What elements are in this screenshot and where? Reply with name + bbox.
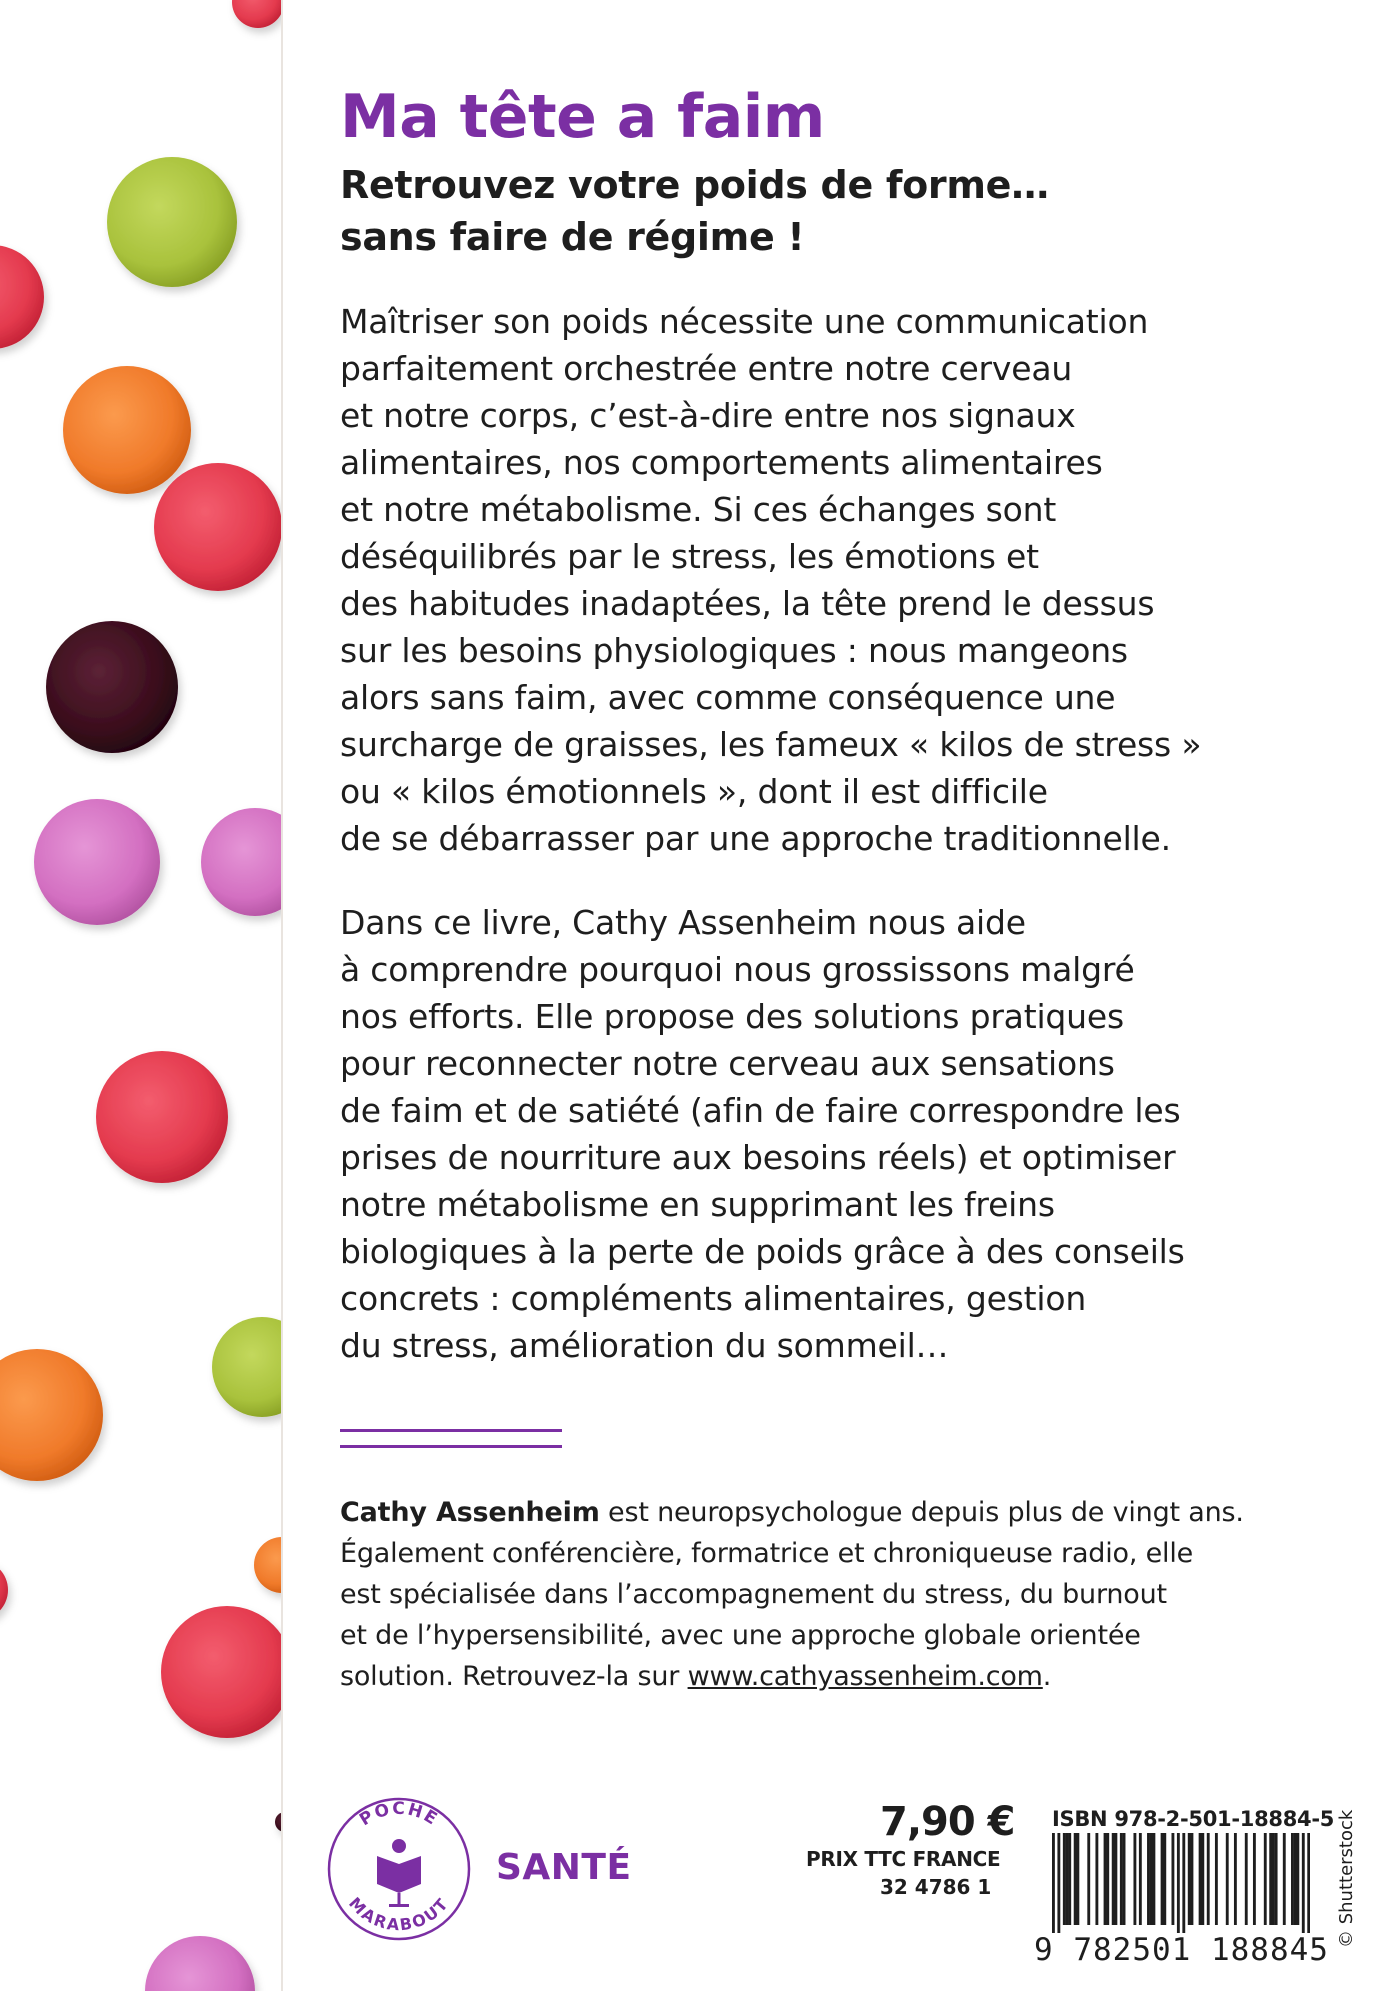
summary-line: biologiques à la perte de poids grâce à des conseils xyxy=(340,1232,1185,1271)
barcode-bar xyxy=(1291,1833,1294,1925)
candy xyxy=(107,157,237,287)
barcode-bar xyxy=(1120,1833,1123,1925)
candy xyxy=(154,463,282,591)
barcode-bar xyxy=(1207,1833,1210,1925)
summary-line: alors sans faim, avec comme conséquence une xyxy=(340,678,1116,717)
barcode-bar xyxy=(1068,1833,1071,1925)
barcode-bar xyxy=(1234,1833,1237,1925)
barcode-bar xyxy=(1057,1833,1060,1933)
author-name: Cathy Assenheim xyxy=(340,1497,600,1528)
candy xyxy=(254,1537,283,1593)
book-title: Ma tête a faim xyxy=(340,82,825,152)
candy-illustration xyxy=(0,0,283,1991)
subtitle-line-1: Retrouvez votre poids de forme… xyxy=(340,163,1049,207)
barcode xyxy=(1052,1833,1310,1933)
summary-line: alimentaires, nos comportements alimentaires xyxy=(340,443,1103,482)
candy xyxy=(0,245,44,349)
candy xyxy=(34,799,160,925)
poche-marabout-logo xyxy=(326,1796,472,1942)
barcode-bar xyxy=(1296,1833,1299,1925)
candy xyxy=(46,621,178,753)
barcode-bar xyxy=(1269,1833,1272,1925)
barcode-bar xyxy=(1253,1833,1256,1925)
barcode-bar xyxy=(1063,1833,1066,1925)
price: 7,90 € xyxy=(880,1799,1015,1845)
summary-line: et notre métabolisme. Si ces échanges sont xyxy=(340,490,1057,529)
barcode-bar xyxy=(1163,1833,1166,1925)
bio-line: et de l’hypersensibilité, avec une approche globale orientée xyxy=(340,1620,1141,1651)
barcode-bar xyxy=(1114,1833,1117,1925)
summary-line: pour reconnecter notre cerveau aux sensations xyxy=(340,1044,1115,1083)
barcode-bar xyxy=(1177,1833,1180,1933)
barcode-bar xyxy=(1275,1833,1278,1925)
barcode-bar xyxy=(1191,1833,1194,1925)
summary-line: à comprendre pourquoi nous grossissons malgré xyxy=(340,950,1135,989)
price-label: PRIX TTC FRANCE xyxy=(806,1847,1001,1871)
barcode-bar xyxy=(1199,1833,1202,1925)
barcode-bar xyxy=(1182,1833,1185,1933)
barcode-bar xyxy=(1226,1833,1229,1925)
candy xyxy=(96,1051,228,1183)
bio-line: est spécialisée dans l’accompagnement du stress, du burnout xyxy=(340,1579,1167,1610)
summary-line: des habitudes inadaptées, la tête prend le dessus xyxy=(340,584,1155,623)
barcode-bar xyxy=(1104,1833,1107,1925)
candy xyxy=(212,1317,283,1417)
barcode-bar xyxy=(1074,1833,1077,1925)
barcode-digits: 9 782501 188845 xyxy=(1034,1932,1329,1968)
barcode-bar xyxy=(1112,1833,1115,1925)
svg-text:POCHE xyxy=(356,1799,442,1830)
candy xyxy=(0,1349,103,1481)
divider-rule xyxy=(340,1445,562,1448)
price-code: 32 4786 1 xyxy=(880,1875,992,1899)
candy xyxy=(201,808,283,916)
summary-line: notre métabolisme en supprimant les freins xyxy=(340,1185,1055,1224)
candy xyxy=(232,0,283,28)
barcode-bar xyxy=(1147,1833,1150,1925)
bio-text: . xyxy=(1042,1661,1052,1692)
barcode-bar xyxy=(1201,1833,1204,1925)
summary-line: prises de nourriture aux besoins réels) et optimiser xyxy=(340,1138,1176,1177)
candy-illustration-strip xyxy=(0,0,283,1991)
candy xyxy=(0,1560,8,1620)
summary-line: surcharge de graisses, les fameux « kilos de stress » xyxy=(340,725,1202,764)
barcode-bar xyxy=(1087,1833,1090,1925)
barcode-bar xyxy=(1294,1833,1297,1925)
barcode-bar xyxy=(1188,1833,1191,1925)
book-reader-icon xyxy=(377,1839,421,1907)
barcode-bar xyxy=(1161,1833,1164,1925)
barcode-bar xyxy=(1307,1833,1310,1933)
logo-text-top: POCHE xyxy=(356,1798,443,1831)
barcode-bar xyxy=(1139,1833,1142,1925)
barcode-bar xyxy=(1076,1833,1079,1925)
subtitle-line-2: sans faire de régime ! xyxy=(340,215,805,259)
author-website-link[interactable]: www.cathyassenheim.com xyxy=(687,1661,1043,1692)
barcode-bar xyxy=(1066,1833,1069,1925)
candy xyxy=(161,1606,283,1738)
barcode-bar xyxy=(1272,1833,1275,1925)
summary-line: parfaitement orchestrée entre notre cerveau xyxy=(340,349,1073,388)
barcode-bar xyxy=(1215,1833,1218,1925)
barcode-bar xyxy=(1123,1833,1126,1925)
bio-text: solution. Retrouvez-la sur xyxy=(340,1661,688,1692)
isbn-label: ISBN 978-2-501-18884-5 xyxy=(1052,1807,1335,1831)
summary-line: de se débarrasser par une approche traditionnelle. xyxy=(340,819,1171,858)
summary-line: sur les besoins physiologiques : nous mangeons xyxy=(340,631,1128,670)
logo-text-bottom: MARABOUT xyxy=(345,1893,453,1935)
barcode-bar xyxy=(1152,1833,1155,1925)
summary-line: Maîtriser son poids nécessite une communication xyxy=(340,302,1149,341)
photo-credit: © Shutterstock xyxy=(1336,1809,1357,1948)
bio-line: Également conférencière, formatrice et chroniqueuse radio, elle xyxy=(340,1538,1194,1569)
barcode-bar xyxy=(1264,1833,1267,1925)
candy xyxy=(63,366,191,494)
strip-edge xyxy=(281,0,283,1991)
barcode-bar xyxy=(1095,1833,1098,1925)
barcode-bar xyxy=(1133,1833,1136,1925)
divider-rule xyxy=(340,1429,562,1432)
summary-line: de faim et de satiété (afin de faire correspondre les xyxy=(340,1091,1181,1130)
summary-line: nos efforts. Elle propose des solutions pratiques xyxy=(340,997,1124,1036)
summary-line: Dans ce livre, Cathy Assenheim nous aide xyxy=(340,903,1026,942)
summary-line: ou « kilos émotionnels », dont il est difficile xyxy=(340,772,1048,811)
bio-line xyxy=(340,1497,1244,1529)
barcode-bar xyxy=(1150,1833,1153,1925)
barcode-bar xyxy=(1302,1833,1305,1933)
barcode-bar xyxy=(1283,1833,1286,1925)
collection-label: SANTÉ xyxy=(496,1847,632,1888)
barcode-bar xyxy=(1245,1833,1248,1925)
barcode-bar xyxy=(1171,1833,1174,1925)
bio-text: est neuropsychologue depuis plus de vingt ans. xyxy=(599,1497,1244,1528)
bio-line xyxy=(340,1661,1051,1693)
summary-line: et notre corps, c’est-à-dire entre nos signaux xyxy=(340,396,1076,435)
barcode-bar xyxy=(1106,1833,1109,1925)
summary-line: concrets : compléments alimentaires, gestion xyxy=(340,1279,1087,1318)
summary-line: du stress, amélioration du sommeil… xyxy=(340,1326,949,1365)
candy xyxy=(145,1936,255,1991)
barcode-bar xyxy=(1052,1833,1055,1933)
summary-line: déséquilibrés par le stress, les émotions et xyxy=(340,537,1039,576)
